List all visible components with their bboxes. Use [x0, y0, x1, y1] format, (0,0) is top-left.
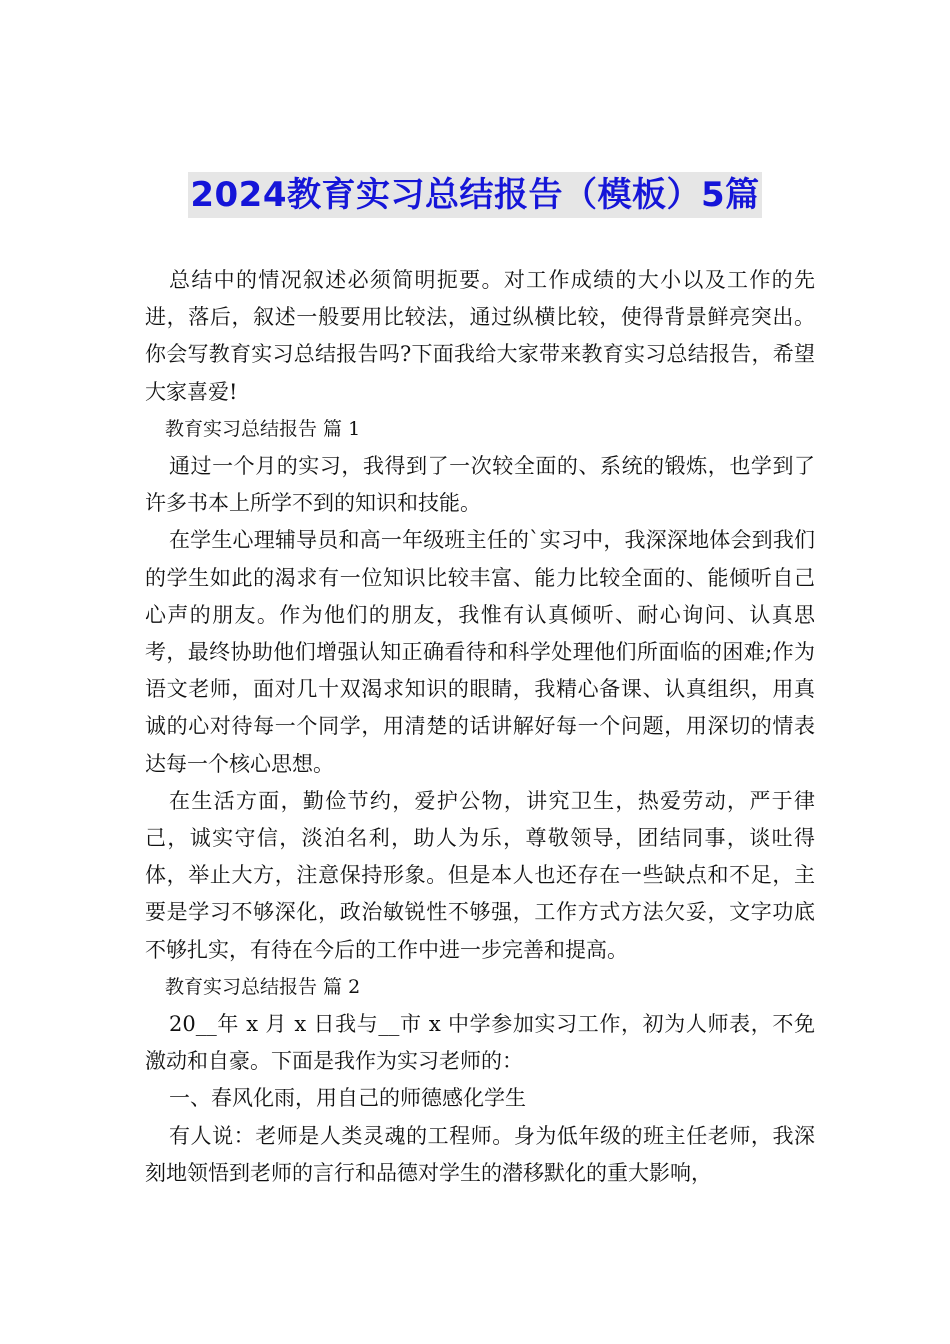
- section-2-heading: 教育实习总结报告 篇 2: [165, 975, 361, 998]
- section-2-paragraph-1: 20__年 x 月 x 日我与__市 x 中学参加实习工作，初为人师表，不免激动和自豪。下面是我作为实习老师的：: [145, 1012, 815, 1074]
- intro-paragraph: 总结中的情况叙述必须简明扼要。对工作成绩的大小以及工作的先进，落后，叙述一般要用比较法，通过纵横比较，使得背景鲜亮突出。你会写教育实习总结报告吗?下面我给大家带来教育实习总结报告，希望大家喜爱!: [145, 268, 815, 404]
- document-body: [145, 262, 815, 1192]
- section-1-heading: 教育实习总结报告 篇 1: [165, 417, 361, 440]
- section-2-paragraph-3: 有人说：老师是人类灵魂的工程师。身为低年级的班主任老师，我深刻地领悟到老师的言行和品德对学生的潜移默化的重大影响，: [145, 1123, 815, 1185]
- title-container: [0, 172, 950, 218]
- section-1-paragraph-3: 在生活方面，勤俭节约，爱护公物，讲究卫生，热爱劳动，严于律己，诚实守信，淡泊名利，助人为乐，尊敬领导，团结同事，谈吐得体，举止大方，注意保持形象。但是本人也还存在一些缺点和不足，主要是学习不够深化，政治敏锐性不够强，工作方式方法欠妥，文字功底不够扎实，有待在今后的工作中进一步完善和提高。: [145, 788, 815, 962]
- section-1-paragraph-2: 在学生心理辅导员和高一年级班主任的`实习中，我深深地体会到我们的学生如此的渴求有一位知识比较丰富、能力比较全面的、能倾听自己心声的朋友。作为他们的朋友，我惟有认真倾听、耐心询问、认真思考，最终协助他们增强认知正确看待和科学处理他们所面临的困难;作为语文老师，面对几十双渴求知识的眼睛，我精心备课、认真组织，用真诚的心对待每一个同学，用清楚的话讲解好每一个问题，用深切的情表达每一个核心思想。: [145, 528, 815, 776]
- section-2-paragraph-2: 一、春风化雨，用自己的师德感化学生: [169, 1086, 526, 1111]
- document-title: 2024教育实习总结报告（模板）5篇: [188, 172, 761, 218]
- section-1-paragraph-1: 通过一个月的实习，我得到了一次较全面的、系统的锻炼，也学到了许多书本上所学不到的知识和技能。: [145, 454, 815, 516]
